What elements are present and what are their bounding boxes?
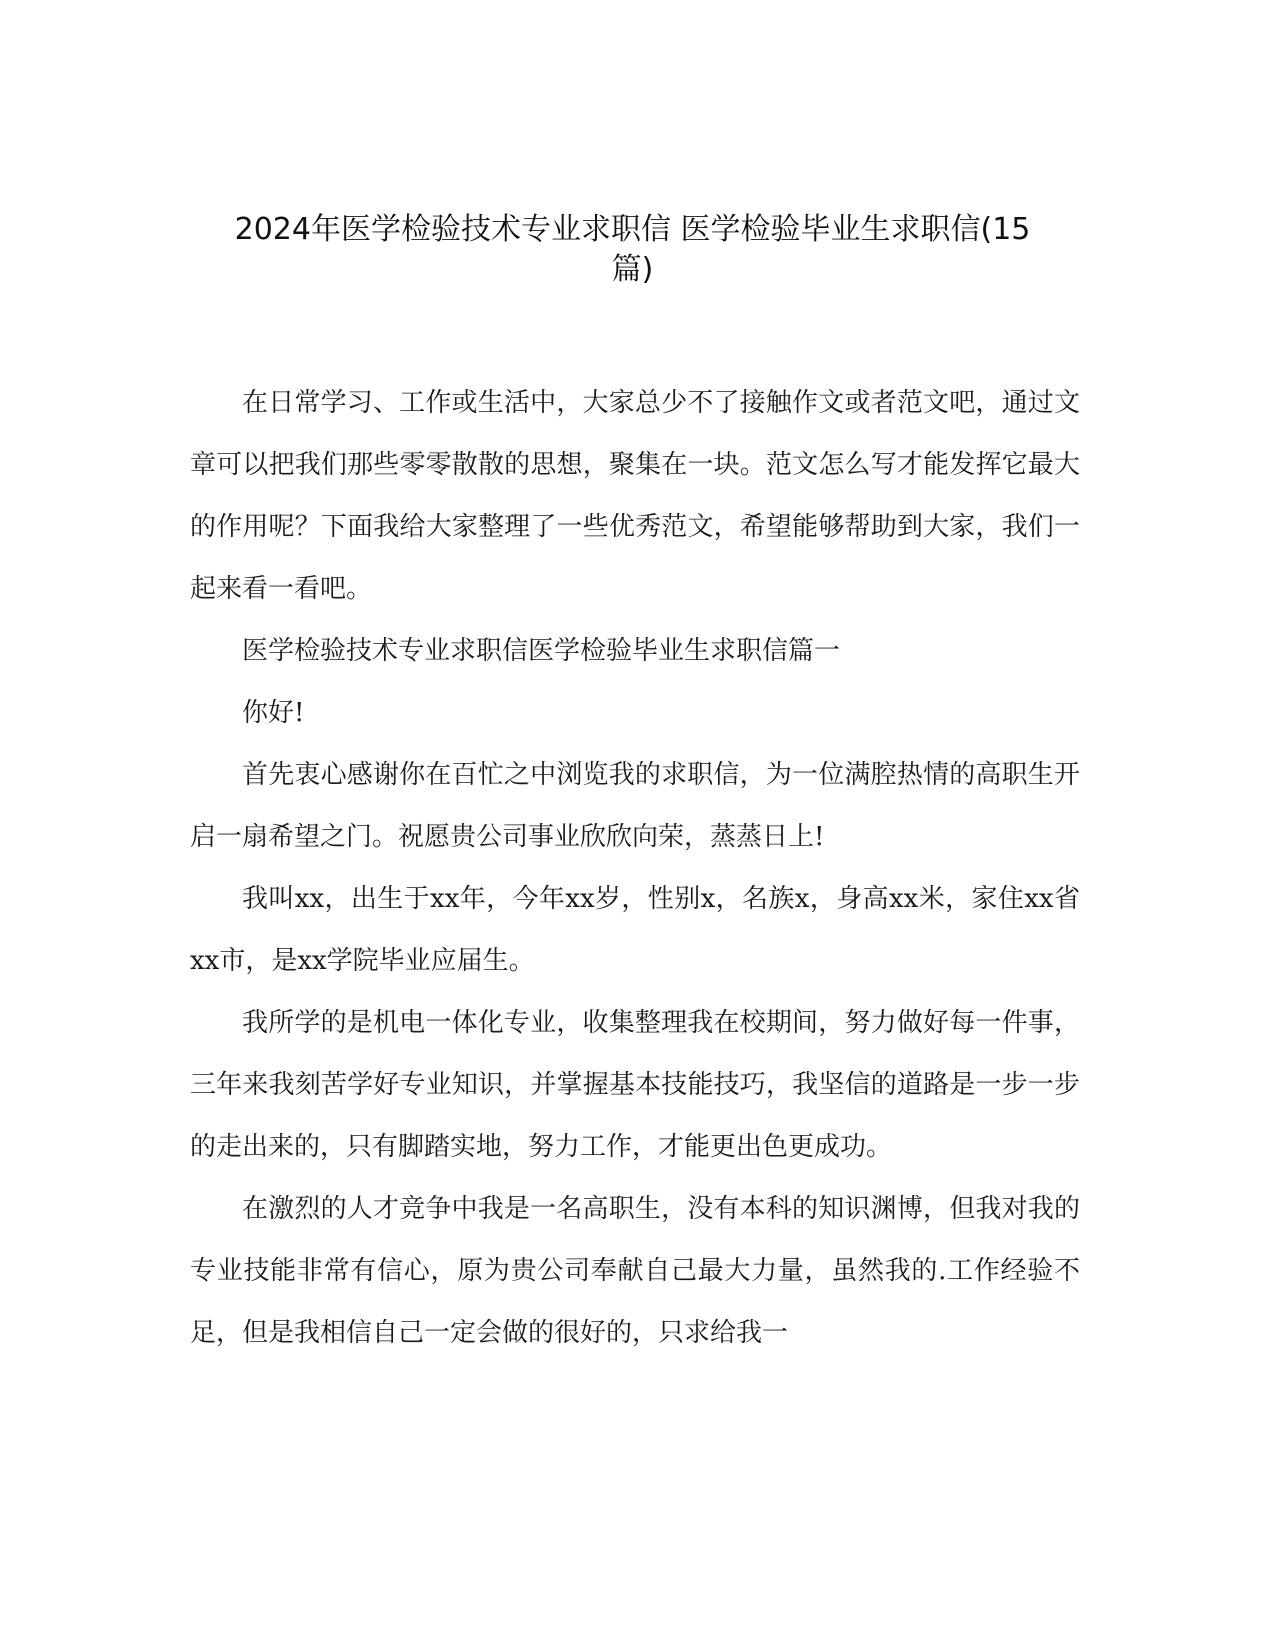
title-line-2: 篇) [611, 252, 654, 287]
document-body [190, 372, 1080, 1364]
paragraph-greeting: 你好! [242, 698, 305, 728]
paragraph-competition: 在激烈的人才竞争中我是一名高职生，没有本科的知识渊博，但我对我的专业技能非常有信心，原为贵公司奉献自己最大力量，虽然我的.工作经验不足，但是我相信自己一定会做的很好的，只求给我一 [190, 1194, 1080, 1348]
paragraph-major: 我所学的是机电一体化专业，收集整理我在校期间，努力做好每一件事，三年来我刻苦学好专业知识，并掌握基本技能技巧，我坚信的道路是一步一步的走出来的，只有脚踏实地，努力工作，才能更出色更成功。 [190, 1008, 1080, 1162]
paragraph-self-intro: 我叫xx，出生于xx年，今年xx岁，性别x，名族x，身高xx米，家住xx省xx市，是xx学院毕业应届生。 [190, 884, 1080, 976]
title-line-1: 2024年医学检验技术专业求职信 医学检验毕业生求职信(15 [234, 212, 1031, 247]
paragraph-thanks: 首先衷心感谢你在百忙之中浏览我的求职信，为一位满腔热情的高职生开启一扇希望之门。祝愿贵公司事业欣欣向荣，蒸蒸日上! [190, 760, 1080, 852]
document-title [180, 210, 1085, 290]
paragraph-intro: 在日常学习、工作或生活中，大家总少不了接触作文或者范文吧，通过文章可以把我们那些零零散散的思想，聚集在一块。范文怎么写才能发挥它最大的作用呢？下面我给大家整理了一些优秀范文，希望能够帮助到大家，我们一起来看一看吧。 [190, 388, 1080, 604]
paragraph-section-heading: 医学检验技术专业求职信医学检验毕业生求职信篇一 [242, 636, 841, 666]
